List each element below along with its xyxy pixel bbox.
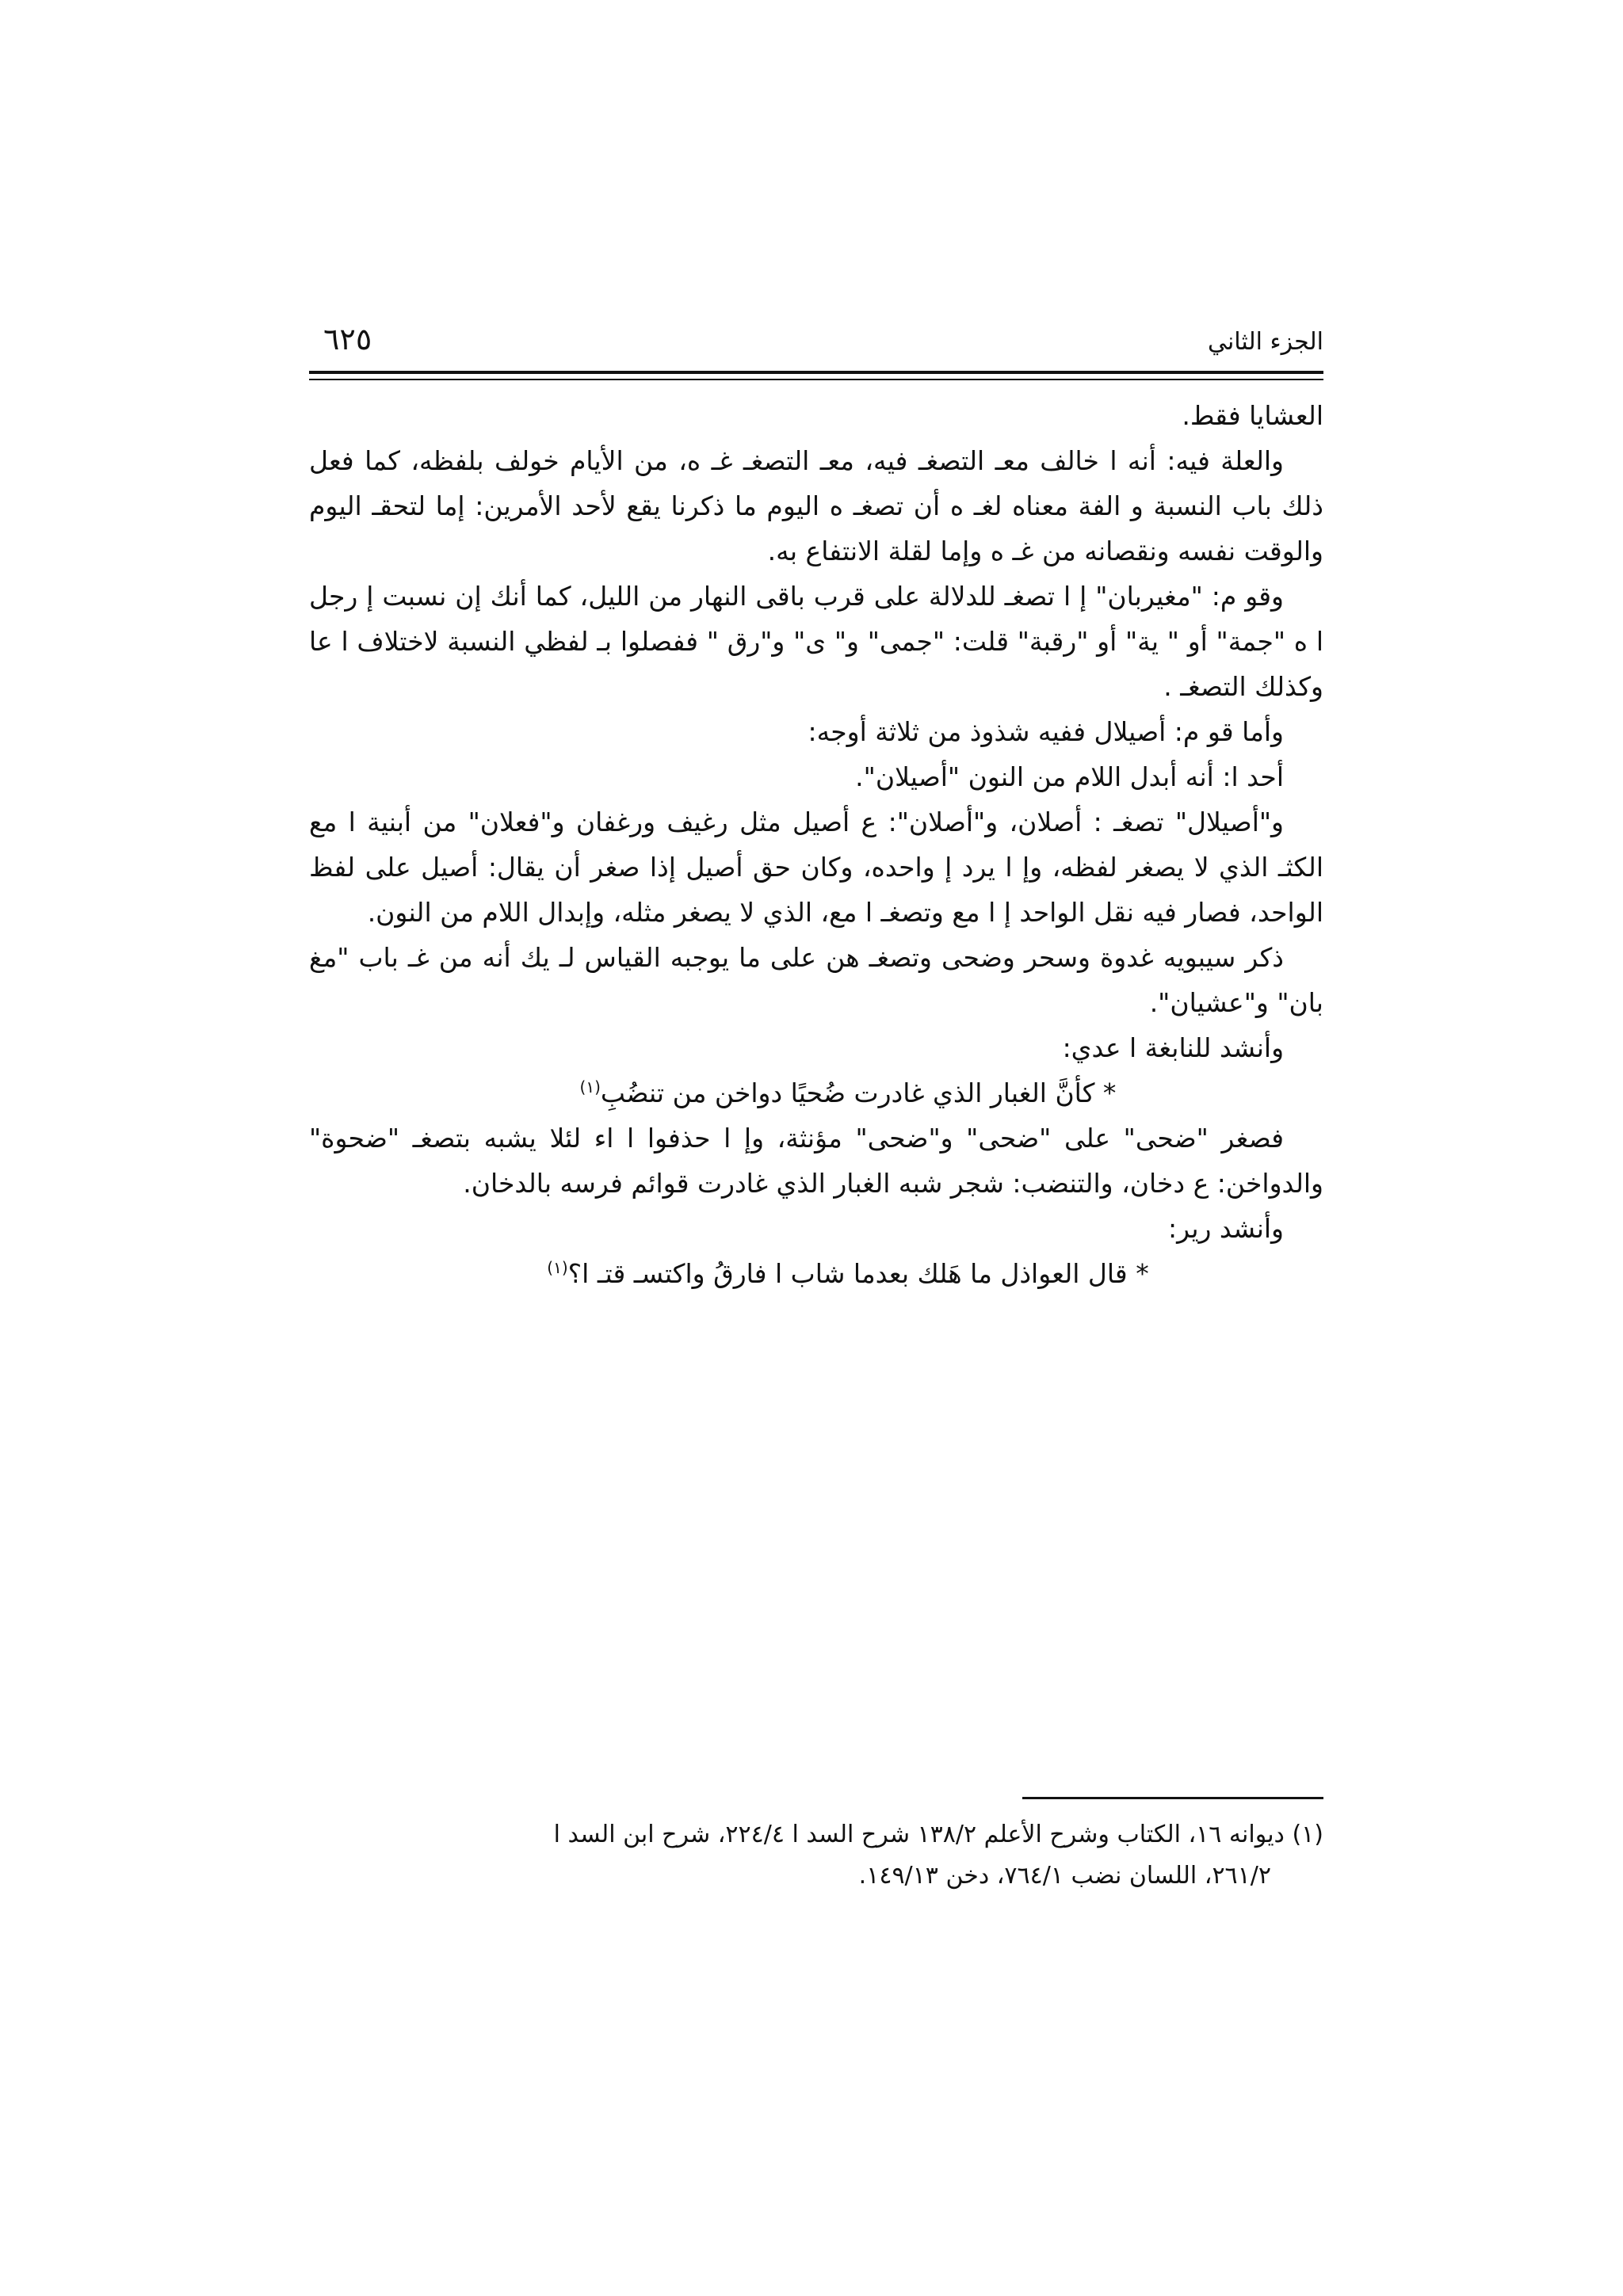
body-text [309, 393, 1323, 1296]
footnote-ref: (١) [579, 1077, 601, 1097]
running-header [309, 317, 1323, 364]
page-number: ٦٢٥ [323, 322, 372, 357]
verse-line [309, 1251, 1323, 1296]
header-rule-thin [309, 379, 1323, 380]
header-rule [309, 371, 1323, 374]
footnote-line: ٢٦١/٢، اللسان نضب ٧٦٤/١، دخن ١٤٩/١٣. [858, 1862, 1271, 1890]
footnote-line: (١) ديوانه ١٦، الكتاب وشرح الأعلم ١٣٨/٢ شرح السد ا ٢٢٤/٤، شرح ابن السد ا [553, 1821, 1323, 1848]
paragraph: العشايا فقط. [1182, 400, 1323, 431]
paragraph: وأنشد للنابغة ا عدي: [1062, 1032, 1284, 1063]
footnote [309, 1814, 1323, 1897]
paragraph: و"أصيلال" تصغـ : أصلان، و"أصلان": ع أصيل مثل رغيف ورغفان و"فعلان" من أبنية ا مع الكثـ الذي لا يصغر لفظه، وإ ا يرد إ واحده، وكان حق أصيل إذا صغر أن يقال: أصيل على لفظ الواحد، فصار فيه نقل الواحد إ ا مع وتصغـ ا مع، الذي لا يصغر مثله، وإبدال اللام من النون. [309, 807, 1323, 928]
paragraph: وأما قو م: أصيلال ففيه شذوذ من ثلاثة أوجه: [808, 716, 1284, 747]
verse-text: * قال العواذل ما هَلك بعدما شاب ا فارقُ واكتسـ قتـ ا؟ [567, 1258, 1149, 1289]
paragraph: وأنشد رير: [1168, 1213, 1284, 1244]
verse-text: * كأنَّ الغبار الذي غادرت ضُحيًا دواخن من تنضُبِ [600, 1077, 1117, 1108]
header-title: الجزء الثاني [1207, 328, 1323, 356]
verse-line [309, 1070, 1323, 1116]
paragraph: ذكر سيبويه غدوة وسحر وضحى وتصغـ هن على ما يوجبه القياس لـ يك أنه من غـ باب "مغ بان" و"عشيان". [309, 942, 1323, 1018]
paragraph: أحد ا: أنه أبدل اللام من النون "أصيلان". [855, 761, 1284, 792]
footnote-rule [1022, 1797, 1323, 1799]
paragraph: فصغر "ضحى" على "ضحى" و"ضحى" مؤنثة، وإ ا حذفوا ا اء لئلا يشبه بتصغـ "ضحوة" والدواخن: ع دخان، والتنضب: شجر شبه الغبار الذي غادرت قوائم فرسه بالدخان. [309, 1123, 1323, 1199]
footnote-ref: (١) [547, 1258, 568, 1277]
paragraph: والعلة فيه: أنه ا خالف معـ التصغـ فيه، معـ التصغـ غـ ه، من الأيام خولف بلفظه، كما فعل ذلك باب النسبة و الفة معناه لغـ ه أن تصغـ ه اليوم ما ذكرنا يقع لأحد الأمرين: إما لتحقـ اليوم والوقت نفسه ونقصانه من غـ ه وإما لقلة الانتفاع به. [309, 445, 1323, 566]
paragraph: وقو م: "مغيربان" إ ا تصغـ للدلالة على قرب باقى النهار من الليل، كما أنك إن نسبت إ رجل ا ه "جمة" أو " ية" أو "رقبة" قلت: "جمى" و" ى" و"رق " ففصلوا بـ لفظي النسبة لاختلاف ا عا وكذلك التصغـ . [309, 581, 1323, 702]
